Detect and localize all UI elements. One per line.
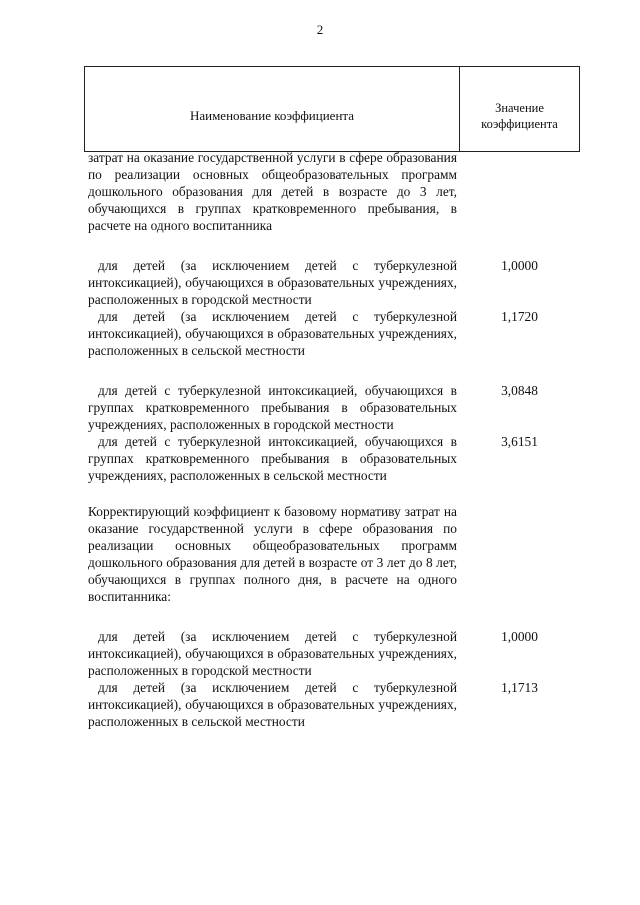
row-value: 1,0000: [501, 629, 538, 644]
table-row: [84, 503, 580, 605]
row-value: 1,1713: [501, 680, 538, 695]
row-text: для детей (за исключением детей с туберкулезной интоксикацией), обучающихся в образовательных учреждениях, расположенных в городской местности: [88, 629, 457, 678]
row-text: для детей (за исключением детей с туберкулезной интоксикацией), обучающихся в образовательных учреждениях, расположенных в сельской местности: [88, 309, 457, 358]
row-value: [459, 149, 580, 234]
row-value: 3,6151: [501, 434, 538, 449]
value-column-header: [460, 67, 579, 151]
name-column-header: Наименование коэффициента: [85, 67, 460, 151]
row-value: [459, 503, 580, 605]
row-text: для детей с туберкулезной интоксикацией, обучающихся в группах кратковременного пребывания в образовательных учреждениях, расположенных в городской местности: [88, 383, 457, 432]
row-value: 3,0848: [501, 383, 538, 398]
table-row: [84, 308, 580, 359]
row-value: 1,0000: [501, 258, 538, 273]
table-row: [84, 433, 580, 484]
coefficient-table-body: [84, 149, 580, 730]
table-row: [84, 149, 580, 234]
table-row: [84, 628, 580, 679]
row-text: для детей с туберкулезной интоксикацией, обучающихся в группах кратковременного пребывания в образовательных учреждениях, расположенных в сельской местности: [88, 434, 457, 483]
table-header: [84, 66, 580, 152]
row-text: Корректирующий коэффициент к базовому нормативу затрат на оказание государственной услуги в сфере образования по реализации основных общеобразовательных программ дошкольного образования для детей в возрасте от 3 лет до 8 лет, обучающихся в группах полного дня, в расчете на одного воспитанника:: [88, 504, 457, 604]
table-row: [84, 679, 580, 730]
row-text: для детей (за исключением детей с туберкулезной интоксикацией), обучающихся в образовательных учреждениях, расположенных в городской местности: [88, 258, 457, 307]
value-column-header-line1: Значение: [495, 101, 544, 115]
row-value: 1,1720: [501, 309, 538, 324]
table-row: [84, 257, 580, 308]
row-text: затрат на оказание государственной услуги в сфере образования по реализации основных общеобразовательных программ дошкольного образования для детей в возрасте до 3 лет, обучающихся в группах кратковременного пребывания, в расчете на одного воспитанника: [88, 150, 457, 233]
value-column-header-line2: коэффициента: [481, 117, 558, 131]
table-row: [84, 382, 580, 433]
page-number: 2: [316, 22, 324, 37]
row-text: для детей (за исключением детей с туберкулезной интоксикацией), обучающихся в образовательных учреждениях, расположенных в сельской местности: [88, 680, 457, 729]
